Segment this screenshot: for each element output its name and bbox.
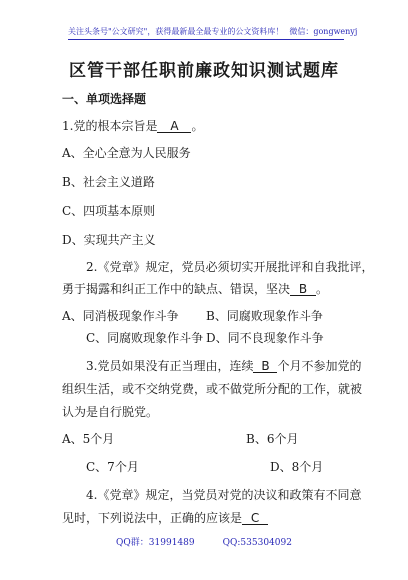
question-3-option-a: A、5个月	[62, 432, 115, 446]
question-1-stem: 1.党的根本宗旨是 A 。	[62, 119, 204, 133]
question-3-option-c: C、7个月	[86, 460, 139, 474]
question-2-stem-line1: 2.《党章》规定，党员必须切实开展批评和自我批评，	[86, 260, 374, 274]
header-note	[68, 26, 358, 40]
question-1-option-c: C、四项基本原则	[62, 204, 156, 218]
footer-contact	[0, 535, 408, 548]
question-1-option-a: A、全心全意为人民服务	[62, 146, 191, 160]
question-3-option-d: D、8个月	[270, 460, 324, 474]
question-3-stem-line3: 认为是自行脱党。	[62, 405, 159, 419]
question-2-option-b: B、同腐败现象作斗争	[206, 309, 323, 323]
question-2-stem-line2: 勇于揭露和纠正工作中的缺点、错误，坚决 B 。	[62, 282, 329, 296]
question-4-stem-line2: 见时，下列说法中，正确的应该是 C	[62, 509, 268, 526]
document-title: 区管干部任职前廉政知识测试题库	[69, 61, 339, 81]
footer-qq: QQ:535304092	[222, 538, 292, 548]
footer-qq-group: QQ群：31991489	[116, 538, 195, 548]
question-3-option-b: B、6个月	[246, 432, 299, 446]
question-2-option-c: C、同腐败现象作斗争	[86, 331, 204, 345]
question-2-option-a: A、同消极现象作斗争	[62, 309, 179, 323]
header-promo-text: 关注头条号"公文研究"，获得最新最全最专业的公文资料库！	[68, 27, 284, 36]
question-1-answer: A	[157, 120, 191, 133]
question-4-stem-line1: 4.《党章》规定，当党员对党的决议和政策有不同意	[86, 488, 362, 502]
question-1-option-d: D、实现共产主义	[62, 233, 156, 247]
header-wechat: 微信：gongwenyj	[289, 27, 358, 36]
question-4-answer: C	[242, 512, 268, 525]
question-3-stem-line2: 组织生活，或不交纳党费，或不做党所分配的工作，就被	[62, 382, 363, 396]
question-2-answer: B	[290, 283, 316, 296]
question-1-option-b: B、社会主义道路	[62, 175, 155, 189]
question-3-stem-line1: 3.党员如果没有正当理由，连续 B 个月不参加党的	[86, 359, 362, 373]
section-heading: 一、单项选择题	[62, 92, 147, 106]
question-2-option-d: D、同不良现象作斗争	[206, 331, 324, 345]
question-3-answer: B	[253, 360, 277, 373]
